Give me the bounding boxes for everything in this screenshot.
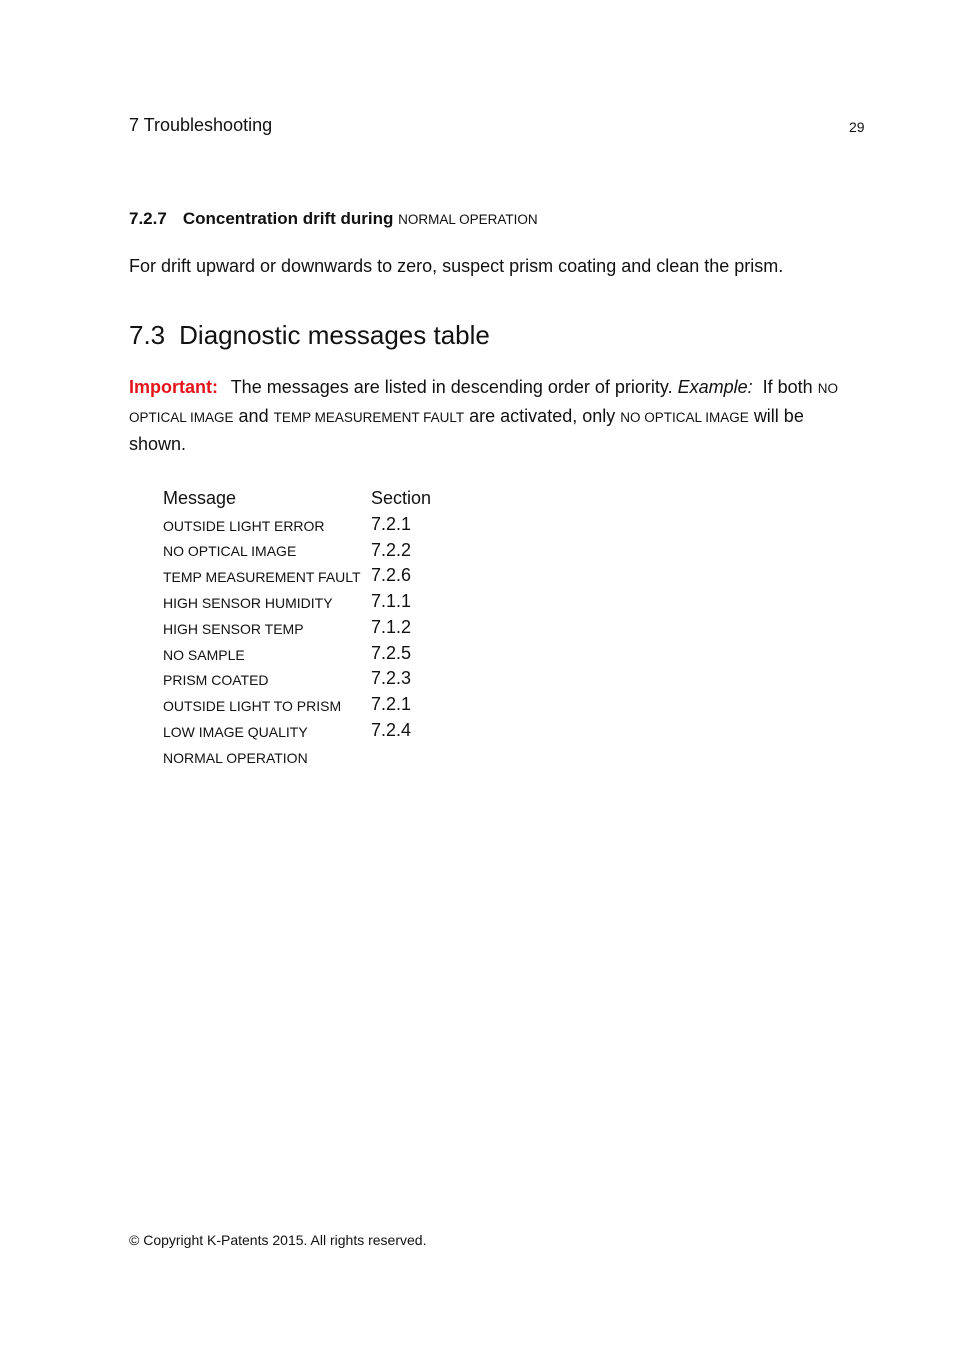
subsection-paragraph: For drift upward or downwards to zero, suspect prism coating and clean the prism. xyxy=(129,256,784,276)
smallcaps-no-optical-image-2: NO OPTICAL IMAGE xyxy=(620,409,749,425)
table-row-8-section: 7.2.4 xyxy=(371,720,412,740)
table-row-0-message: OUTSIDE LIGHT ERROR xyxy=(163,518,325,534)
table-row-9-message: NORMAL OPERATION xyxy=(163,750,308,766)
table-row-4-section: 7.1.2 xyxy=(371,617,412,637)
smallcaps-no-optical-image: NO OPTICAL IMAGE xyxy=(129,381,838,425)
page-number: 29 xyxy=(849,119,865,135)
table-row-8-message: LOW IMAGE QUALITY xyxy=(163,724,308,740)
important-text-5: will be shown. xyxy=(129,405,804,454)
table-row-6-section: 7.2.3 xyxy=(371,668,412,688)
table-row-4-message: HIGH SENSOR TEMP xyxy=(163,621,304,637)
table-row-6-message: PRISM COATED xyxy=(163,672,269,688)
important-note xyxy=(129,374,849,458)
running-header-title: 7 Troubleshooting xyxy=(129,115,273,135)
table-row-0-section: 7.2.1 xyxy=(371,514,412,534)
table-row-1-message: NO OPTICAL IMAGE xyxy=(163,543,297,559)
important-text-4: are activated, only xyxy=(469,405,616,426)
table-row-3-message: HIGH SENSOR HUMIDITY xyxy=(163,595,333,611)
subsection-heading xyxy=(129,209,538,229)
table-row-1-section: 7.2.2 xyxy=(371,540,412,560)
table-row-7-section: 7.2.1 xyxy=(371,694,412,714)
section-title: Diagnostic messages table xyxy=(179,320,490,350)
table-row-7-message: OUTSIDE LIGHT TO PRISM xyxy=(163,698,342,714)
subsection-title-smallcaps: NORMAL OPERATION xyxy=(398,212,538,227)
table-row-3-section: 7.1.1 xyxy=(371,591,412,611)
footer-copyright: © Copyright K-Patents 2015. All rights reserved. xyxy=(129,1232,427,1248)
important-text-1: The messages are listed in descending order of priority. xyxy=(230,377,673,397)
smallcaps-temp-measurement-fault: TEMP MEASUREMENT FAULT xyxy=(273,409,465,425)
table-header-section: Section xyxy=(371,488,432,508)
section-number: 7.3 xyxy=(129,320,166,350)
table-row-2-message: TEMP MEASUREMENT FAULT xyxy=(163,569,361,585)
subsection-number: 7.2.7 xyxy=(129,209,167,228)
example-label: Example: xyxy=(677,377,753,397)
table-header-message: Message xyxy=(163,488,237,508)
important-text-2: If both xyxy=(762,377,813,397)
subsection-title: Concentration drift during xyxy=(182,209,394,228)
table-row-2-section: 7.2.6 xyxy=(371,565,412,585)
important-text-3: and xyxy=(238,405,269,426)
table-row-5-message: NO SAMPLE xyxy=(163,647,245,663)
table-row-5-section: 7.2.5 xyxy=(371,643,412,663)
important-label: Important: xyxy=(129,377,218,397)
section-heading xyxy=(129,320,490,351)
